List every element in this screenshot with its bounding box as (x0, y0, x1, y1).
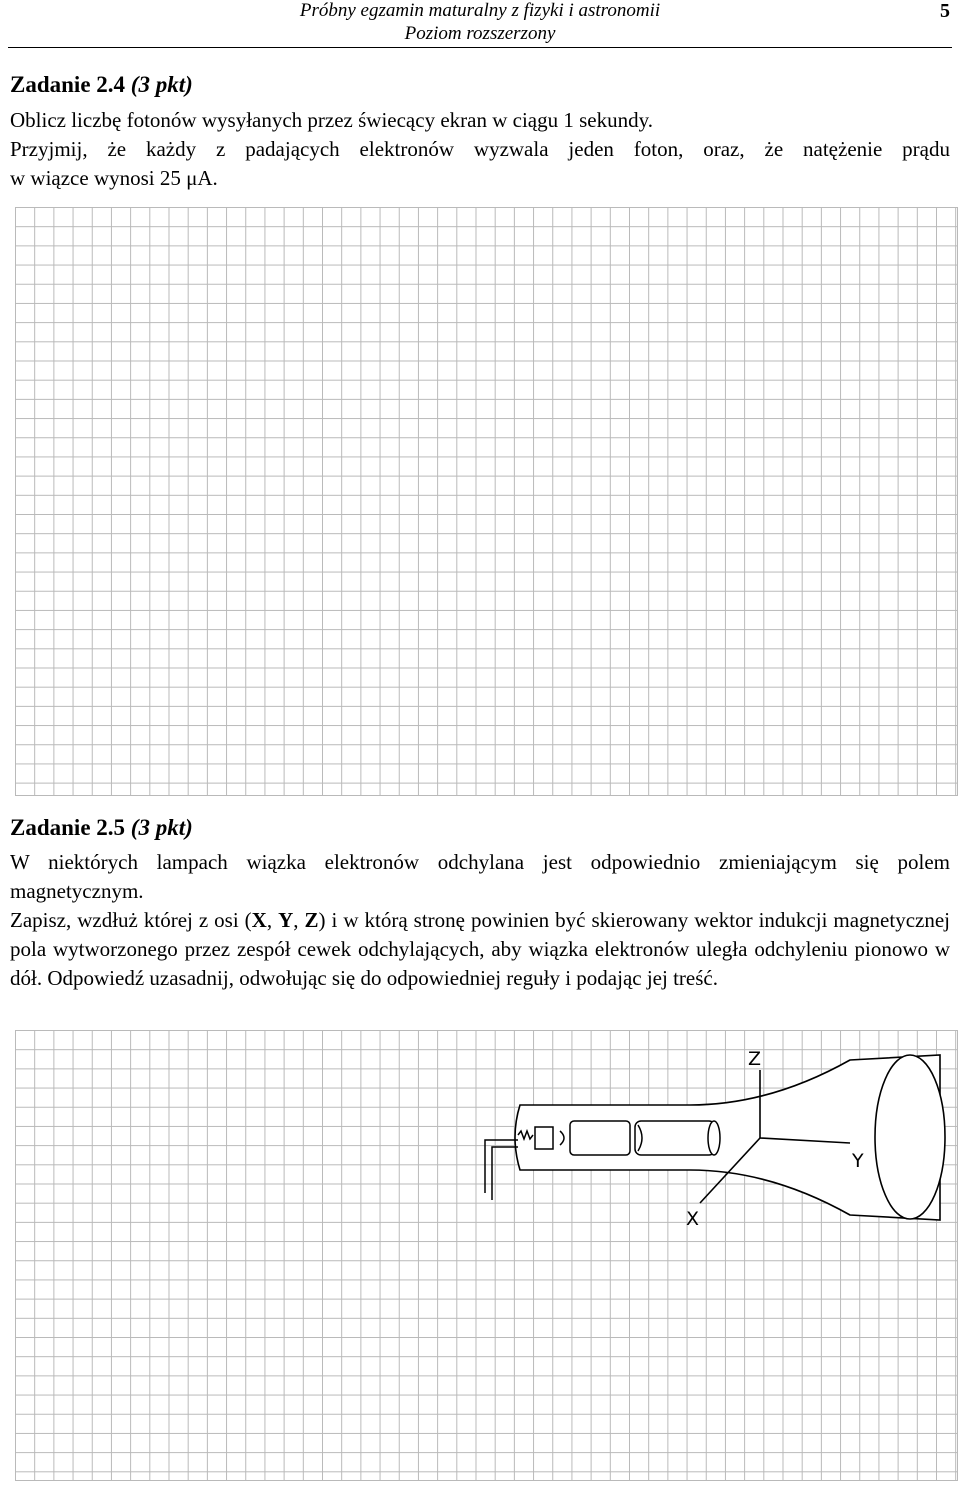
task-2-4-points: (3 pkt) (130, 72, 193, 97)
task-2-5-intro: W niektórych lampach wiązka elektronów odchylana jest odpowiednio zmieniającym się polem magnetycznym. (10, 850, 950, 903)
task-2-4-assumption-line2: w wiązce wynosi 25 μA. (10, 166, 218, 190)
axis-x-label: X (686, 1208, 700, 1230)
axis-x-label-text: X (251, 908, 267, 932)
separator: , (293, 908, 305, 932)
task-2-5-points: (3 pkt) (130, 815, 193, 840)
page-header (0, 0, 960, 50)
axis-y-label-text: Y (278, 908, 294, 932)
task-2-4-instruction: Oblicz liczbę fotonów wysyłanych przez świecący ekran w ciągu 1 sekundy. (10, 108, 653, 132)
task-2-5-title (10, 815, 193, 841)
grid-cylinder (535, 1127, 553, 1149)
task-2-4-title (10, 72, 193, 98)
task-2-5-text-a: Zapisz, wzdłuż której z osi ( (10, 908, 252, 932)
cathode-lead (485, 1140, 518, 1193)
anode-cylinder-1 (570, 1121, 630, 1155)
exam-title: Próbny egzamin maturalny z fizyki i astronomii (299, 0, 661, 21)
answer-grid-2-4[interactable] (15, 207, 958, 796)
cathode-lead (492, 1147, 518, 1200)
task-2-5-text-b: ) i w którą stronę powinien być skierowany wektor indukcji magnetycznej pola wytworzonego przez zespół cewek odchylających, aby wiązka elektronów uległa odchyleniu pionowo w dół. Odpowiedź uzasadnij, odwołując się do odpowiedniej reguły i podając jej treść. (10, 908, 951, 990)
axis-y-label: Y (852, 1150, 864, 1172)
task-2-4-title-main: Zadanie 2.4 (10, 72, 131, 97)
separator: , (266, 908, 279, 932)
axis-z-label: Z (748, 1048, 762, 1070)
anode-cylinder-2 (635, 1121, 715, 1155)
axis-z-label-text: Z (304, 908, 319, 932)
task-2-5-title-main: Zadanie 2.5 (10, 815, 131, 840)
page-number: 5 (940, 0, 950, 22)
task-2-4-assumption-line1: Przyjmij, że każdy z padających elektronów wyzwala jeden foton, oraz, że natężenie prądu (10, 137, 950, 161)
header-divider (8, 47, 952, 48)
crt-tube-diagram (470, 1035, 950, 1235)
exam-level: Poziom rozszerzony (404, 23, 556, 44)
task-2-5-instruction (10, 906, 950, 993)
screen (875, 1055, 945, 1219)
